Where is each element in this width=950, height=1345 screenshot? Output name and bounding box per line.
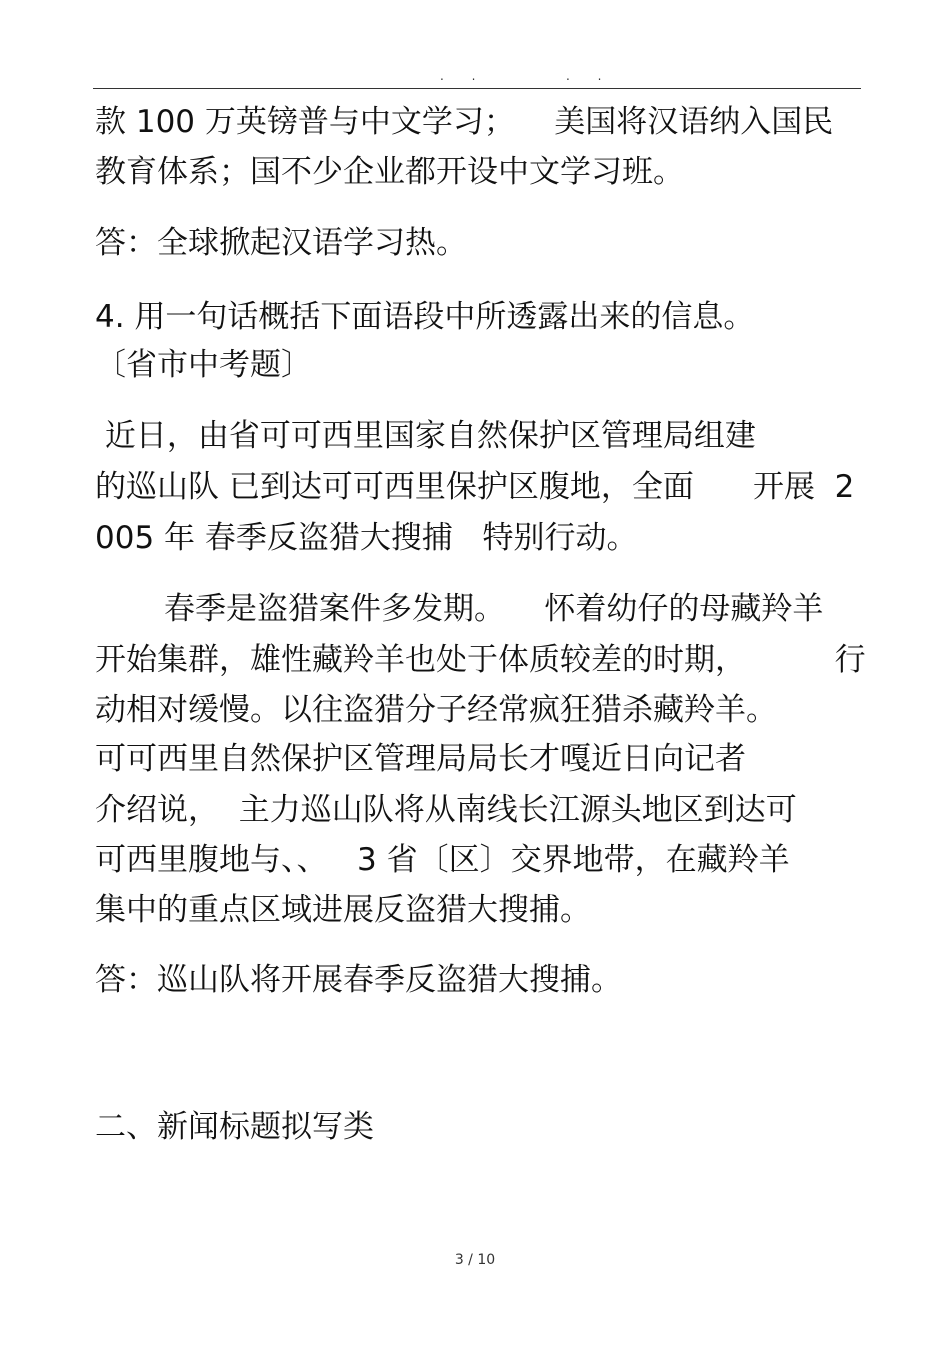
header-marks-right: . .	[566, 69, 614, 83]
question-4: 4. 用一句话概括下面语段中所透露出来的信息。	[95, 299, 755, 335]
section-heading: 二、新闻标题拟写类	[95, 1109, 374, 1145]
answer-4: 答：巡山队将开展春季反盗猎大搜捕。	[95, 962, 622, 998]
paragraph-line: 教育体系；国不少企业都开设中文学习班。	[95, 154, 684, 190]
passage-line: 春季是盗猎案件多发期。 怀着幼仔的母藏羚羊	[95, 591, 824, 627]
header-marks-left: . .	[440, 69, 488, 83]
passage-line: 开始集群，雄性藏羚羊也处于体质较差的时期， 行	[95, 642, 866, 678]
passage-line: 005 年 春季反盗猎大搜捕 特别行动。	[95, 520, 638, 556]
passage-line: 动相对缓慢。以往盗猎分子经常疯狂猎杀藏羚羊。	[95, 692, 777, 728]
passage-line: 集中的重点区域进展反盗猎大搜捕。	[95, 892, 591, 928]
answer-3: 答：全球掀起汉语学习热。	[95, 225, 467, 261]
header-rule	[93, 88, 861, 89]
passage-line: 近日，由省可可西里国家自然保护区管理局组建	[95, 418, 756, 454]
question-4-source: 〔省市中考题〕	[95, 347, 312, 383]
passage-line: 可可西里自然保护区管理局局长才嘎近日向记者	[95, 741, 746, 777]
passage-line: 的巡山队 已到达可可西里保护区腹地，全面 开展 2	[95, 469, 855, 505]
paragraph-line: 款 100 万英镑普与中文学习； 美国将汉语纳入国民	[95, 104, 834, 140]
passage-line: 介绍说， 主力巡山队将从南线长江源头地区到达可	[95, 792, 797, 828]
passage-line: 可西里腹地与、、 3 省〔区〕交界地带，在藏羚羊	[95, 842, 790, 878]
page-number: 3 / 10	[454, 1252, 496, 1268]
